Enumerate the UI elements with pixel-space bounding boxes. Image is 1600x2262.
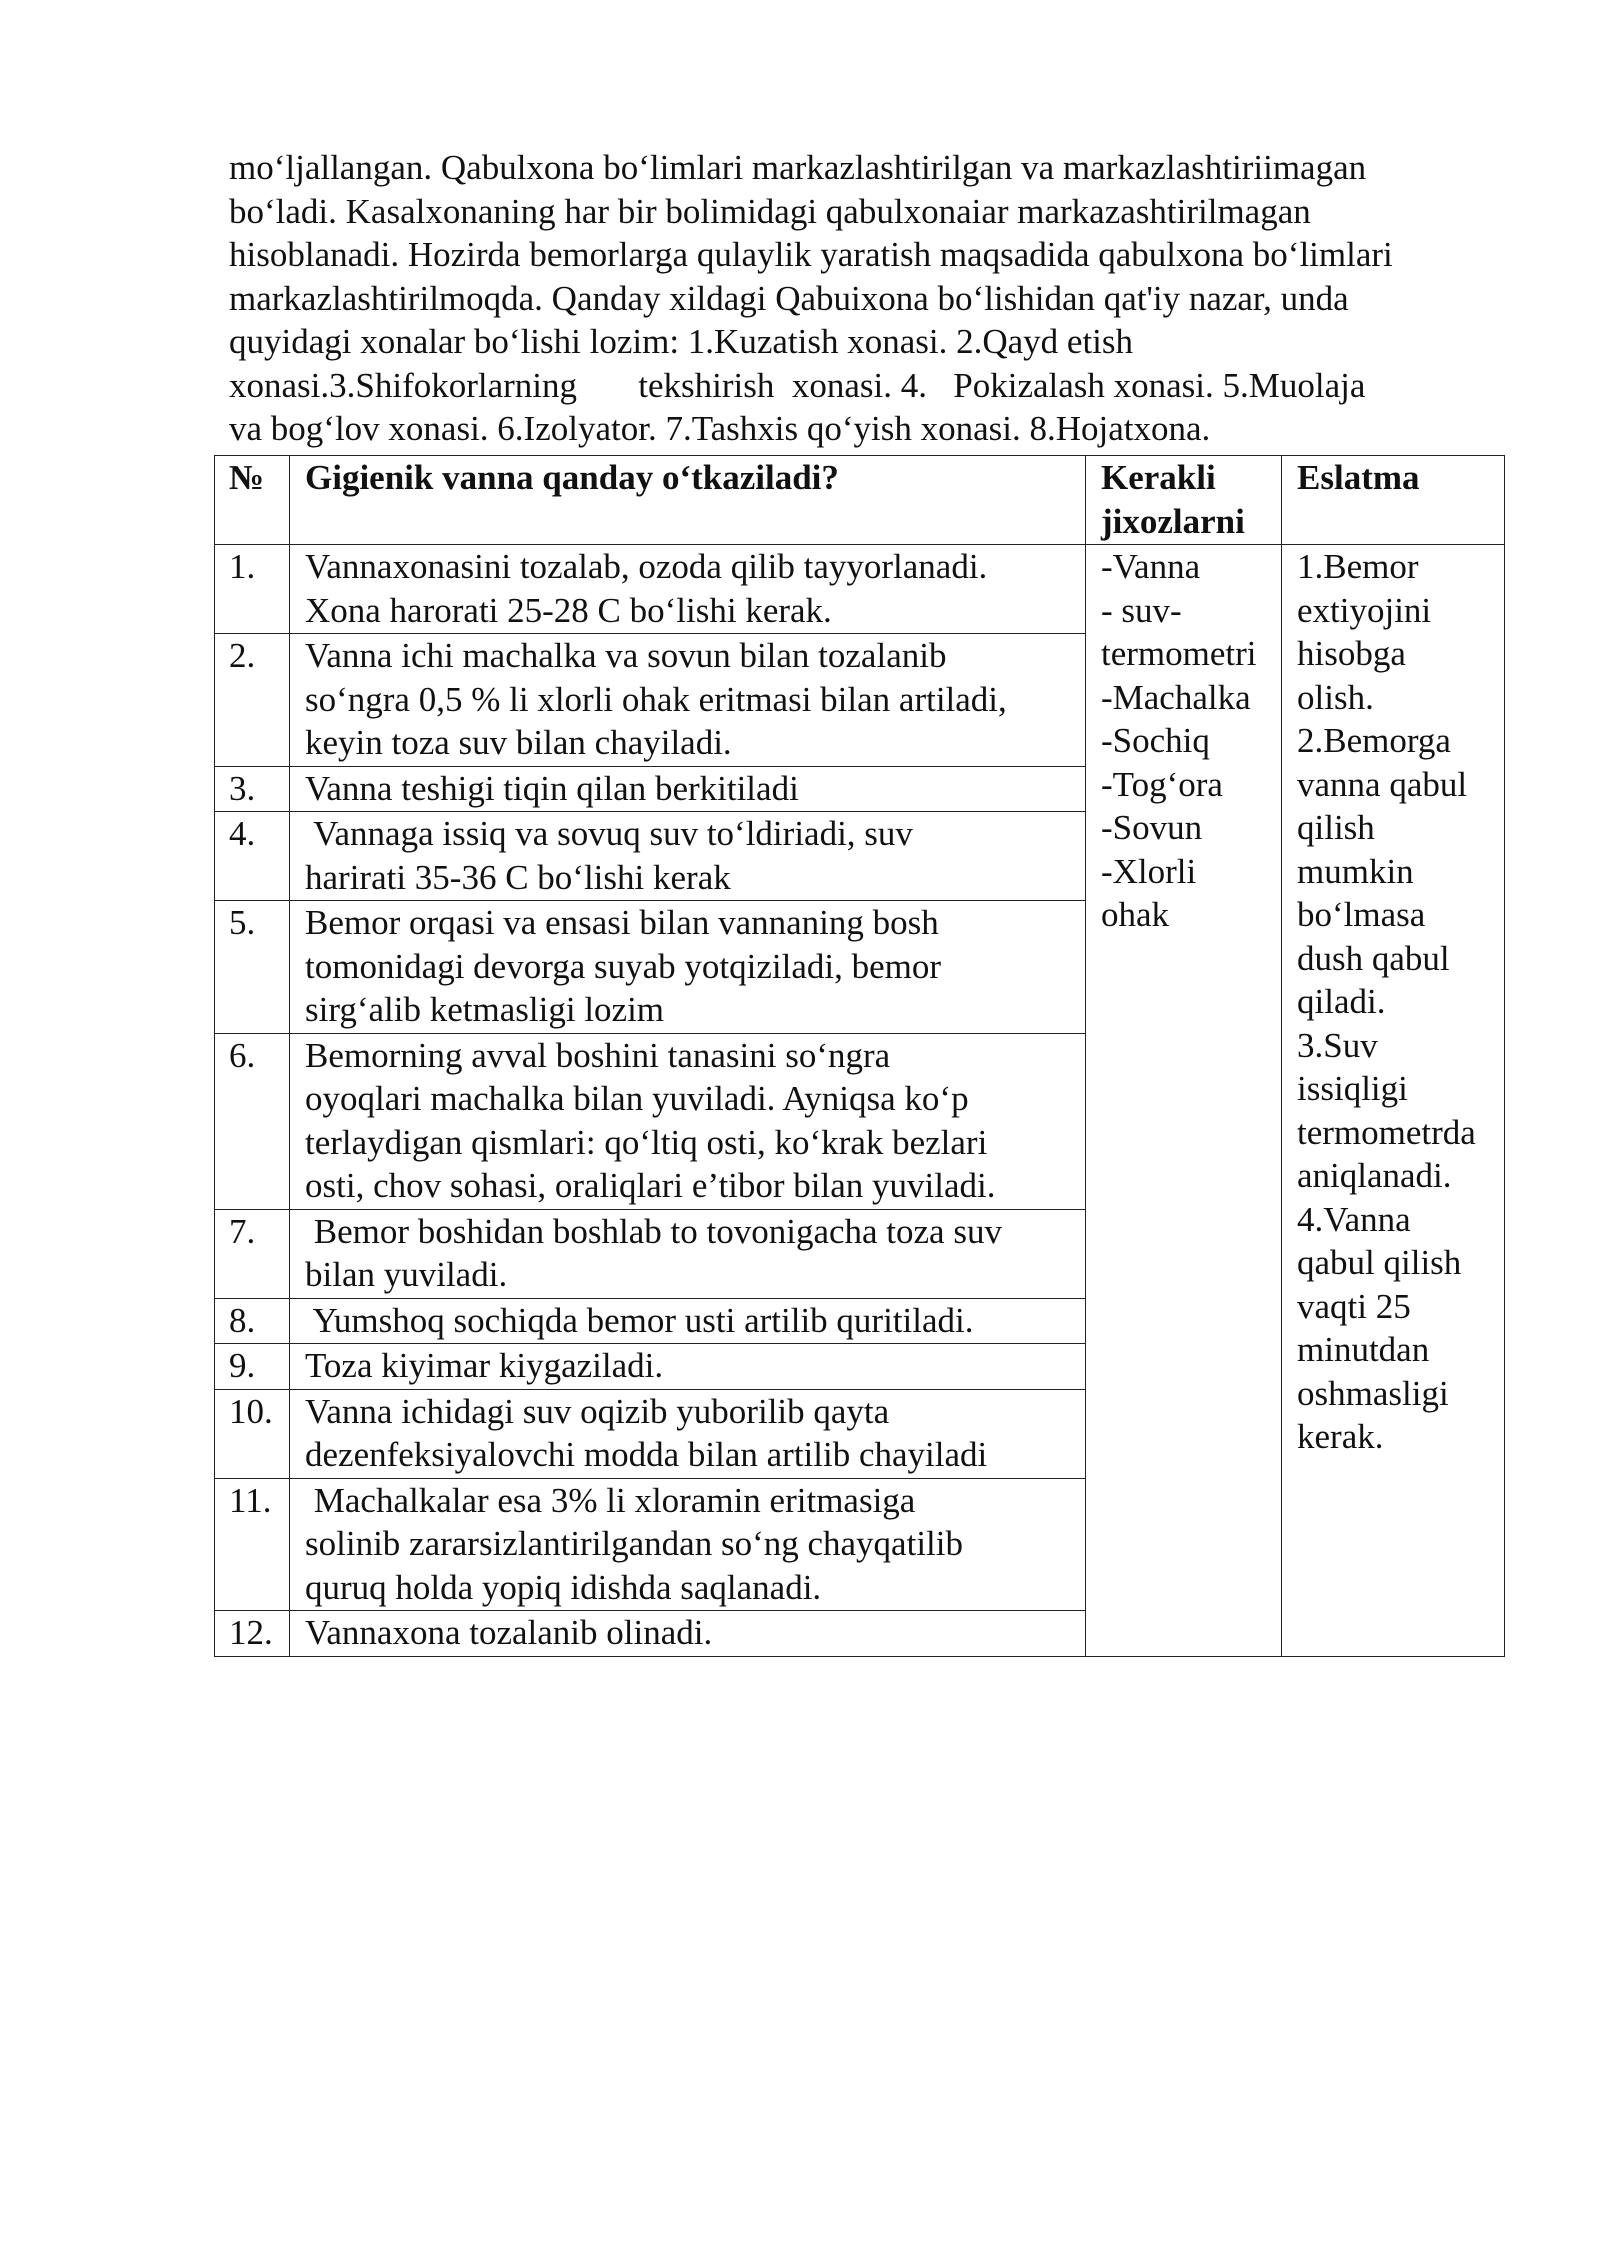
step-line: Vanna ichidagi suv oqizib yuborilib qayta [305, 1391, 890, 1431]
note-line: minutdan [1297, 1330, 1430, 1369]
equipment-list [1086, 545, 1282, 1657]
step-number: 1. [215, 545, 290, 634]
step-number: 7. [215, 1209, 290, 1298]
bath-procedure-table [214, 455, 1505, 1657]
step-line: Bemor boshidan boshlab to tovonigacha toza suv [305, 1211, 1002, 1251]
step-line: dezenfeksiyalovchi modda bilan artilib chayiladi [305, 1435, 988, 1474]
note-line: issiqligi [1297, 1069, 1408, 1108]
header-note: Eslatma [1282, 456, 1505, 545]
step-line: terlaydigan qismlari: qo‘ltiq osti, ko‘krak bezlari [305, 1122, 988, 1162]
step-line: harirati 35-36 C bo‘lishi kerak [305, 857, 731, 897]
step-line: Bemor orqasi va ensasi bilan vannaning bosh [305, 903, 939, 942]
step-line: Yumshoq sochiqda bemor usti artilib quritiladi. [305, 1300, 974, 1340]
step-line: osti, chov sohasi, oraliqlari e’tibor bilan yuviladi. [305, 1166, 996, 1205]
equipment-line: - suv- [1101, 590, 1182, 630]
step-line: Vanna ichi machalka va sovun bilan tozalanib [305, 636, 947, 675]
step-description [290, 1389, 1086, 1478]
step-number: 3. [215, 766, 290, 812]
equipment-line: -Machalka [1101, 677, 1251, 717]
note-line: kerak. [1297, 1417, 1384, 1456]
equipment-line: -Tog‘ora [1101, 764, 1223, 804]
step-description [290, 1033, 1086, 1209]
note-line: termometrda [1297, 1112, 1476, 1152]
note-line: bo‘lmasa [1297, 895, 1426, 934]
step-number: 12. [215, 1611, 290, 1657]
table-row [215, 545, 1505, 634]
step-description [290, 1344, 1086, 1390]
equipment-line: ohak [1101, 895, 1170, 934]
header-number: № [215, 456, 290, 545]
intro-line: quyidagi xonalar bo‘lishi lozim: 1.Kuzatish xonasi. 2.Qayd etish [229, 322, 1134, 361]
step-line: Xona harorati 25-28 C bo‘lishi kerak. [305, 590, 832, 630]
header-equipment-line: Kerakli [1101, 458, 1216, 497]
equipment-line: -Sovun [1101, 808, 1203, 847]
step-description [290, 1298, 1086, 1344]
step-line: Vannaga issiq va sovuq suv to‘ldiriadi, suv [305, 814, 913, 853]
step-number: 10. [215, 1389, 290, 1478]
step-number: 8. [215, 1298, 290, 1344]
step-description [290, 634, 1086, 767]
note-line: 4.Vanna [1297, 1199, 1411, 1239]
step-line: Bemorning avval boshini tanasini so‘ngra [305, 1035, 891, 1075]
note-line: extiyojini [1297, 590, 1432, 630]
intro-line: bo‘ladi. Kasalxonaning har bir bolimidagi qabulxonaiar markazashtirilmagan [229, 191, 1311, 231]
note-line: qilish [1297, 808, 1375, 847]
step-line: Vannaxonasini tozalab, ozoda qilib tayyorlanadi. [305, 547, 988, 586]
note-line: qiladi. [1297, 982, 1386, 1021]
equipment-line: termometri [1101, 634, 1257, 673]
intro-paragraph [229, 146, 1489, 451]
step-line: keyin toza suv bilan chayiladi. [305, 723, 732, 762]
table-header-row [215, 456, 1505, 545]
intro-line: markazlashtirilmoqda. Qanday xildagi Qabuixona bo‘lishidan qat'iy nazar, unda [229, 278, 1349, 318]
intro-line: va bog‘lov xonasi. 6.Izolyator. 7.Tashxis qo‘yish xonasi. 8.Hojatxona. [229, 409, 1211, 448]
step-line: Vannaxona tozalanib olinadi. [305, 1613, 713, 1652]
note-line: oshmasligi [1297, 1373, 1449, 1413]
note-line: dush qabul [1297, 938, 1450, 978]
intro-line: xonasi.3.Shifokorlarning tekshirish xonasi. 4. Pokizalash xonasi. 5.Muolaja [229, 365, 1366, 405]
equipment-line: -Vanna [1101, 547, 1201, 586]
step-description [290, 812, 1086, 901]
step-line: Machalkalar esa 3% li xloramin eritmasiga [305, 1480, 916, 1520]
note-line: 2.Bemorga [1297, 721, 1451, 760]
step-number: 6. [215, 1033, 290, 1209]
step-line: bilan yuviladi. [305, 1255, 508, 1294]
note-line: mumkin [1297, 851, 1414, 891]
step-line: oyoqlari machalka bilan yuviladi. Ayniqsa ko‘p [305, 1079, 969, 1118]
step-description [290, 1611, 1086, 1657]
notes-list [1282, 545, 1505, 1657]
step-number: 4. [215, 812, 290, 901]
note-line: vanna qabul [1297, 764, 1468, 804]
step-line: sirg‘alib ketmasligi lozim [305, 990, 665, 1029]
note-line: hisobga [1297, 634, 1406, 673]
equipment-line: -Sochiq [1101, 721, 1210, 760]
equipment-line: -Xlorli [1101, 851, 1197, 891]
step-description [290, 1209, 1086, 1298]
note-line: vaqti 25 [1297, 1286, 1411, 1326]
step-number: 11. [215, 1478, 290, 1611]
step-number: 5. [215, 901, 290, 1034]
intro-line: mo‘ljallangan. Qabulxona bo‘limlari markazlashtirilgan va markazlashtiriimagan [229, 148, 1367, 187]
intro-line: hisoblanadi. Hozirda bemorlarga qulaylik yaratish maqsadida qabulxona bo‘limlari [229, 235, 1393, 274]
step-number: 9. [215, 1344, 290, 1390]
step-line: solinib zararsizlantirilgandan so‘ng chayqatilib [305, 1524, 963, 1563]
note-line: aniqlanadi. [1297, 1156, 1452, 1195]
step-line: quruq holda yopiq idishda saqlanadi. [305, 1567, 822, 1607]
step-number: 2. [215, 634, 290, 767]
header-equipment [1086, 456, 1282, 545]
note-line: 3.Suv [1297, 1025, 1378, 1065]
note-line: 1.Bemor [1297, 547, 1419, 586]
step-line: tomonidagi devorga suyab yotqiziladi, bemor [305, 946, 942, 986]
note-line: qabul qilish [1297, 1243, 1462, 1282]
note-line: olish. [1297, 677, 1374, 717]
step-description [290, 766, 1086, 812]
step-line: Toza kiyimar kiygaziladi. [305, 1346, 664, 1385]
step-line: Vanna teshigi tiqin qilan berkitiladi [305, 768, 799, 808]
header-equipment-line: jixozlarni [1101, 501, 1245, 541]
step-description [290, 901, 1086, 1034]
step-description [290, 545, 1086, 634]
header-step: Gigienik vanna qanday o‘tkaziladi? [290, 456, 1086, 545]
step-line: so‘ngra 0,5 % li xlorli ohak eritmasi bilan artiladi, [305, 679, 1007, 719]
step-description [290, 1478, 1086, 1611]
